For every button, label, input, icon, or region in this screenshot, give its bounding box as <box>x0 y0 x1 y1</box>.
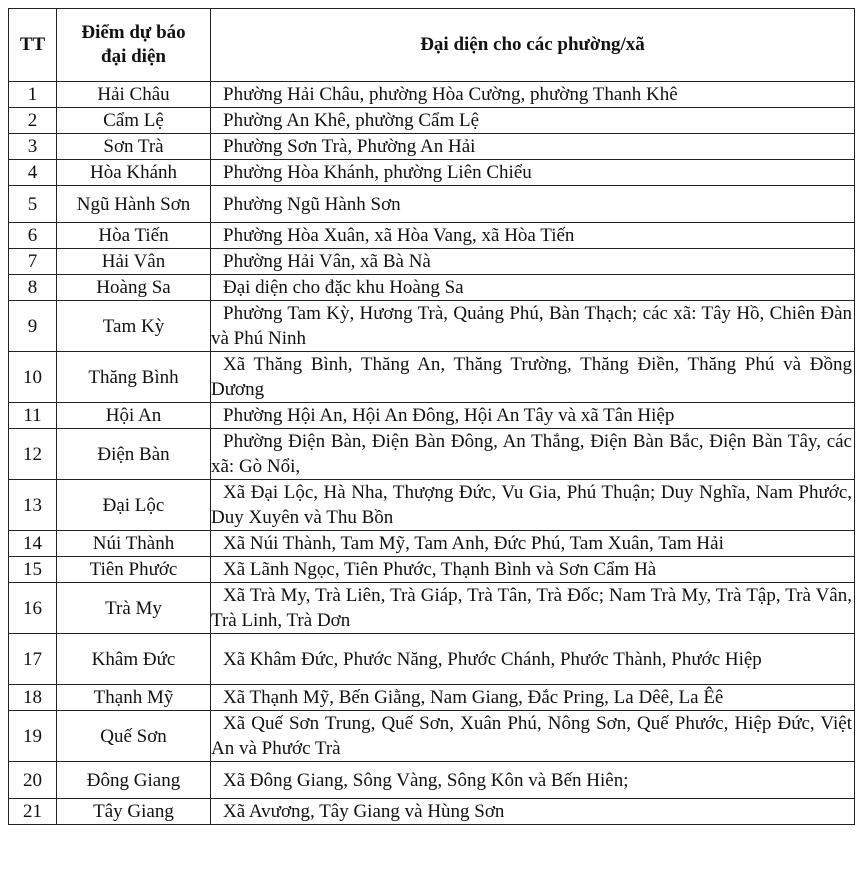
represented-wards: Xã Thạnh Mỹ, Bến Giằng, Nam Giang, Đắc Pring, La Dêê, La Êê <box>211 685 855 711</box>
represented-wards: Phường Hội An, Hội An Đông, Hội An Tây và xã Tân Hiệp <box>211 403 855 429</box>
represented-wards: Phường Ngũ Hành Sơn <box>211 186 855 223</box>
row-number: 21 <box>9 799 57 825</box>
table-row <box>9 557 855 583</box>
represented-wards: Xã Núi Thành, Tam Mỹ, Tam Anh, Đức Phú, Tam Xuân, Tam Hải <box>211 531 855 557</box>
represented-wards: Xã Lãnh Ngọc, Tiên Phước, Thạnh Bình và Sơn Cẩm Hà <box>211 557 855 583</box>
table-row <box>9 301 855 352</box>
represented-wards: Phường Hòa Khánh, phường Liên Chiểu <box>211 160 855 186</box>
table-row <box>9 134 855 160</box>
forecast-point: Tam Kỳ <box>57 301 211 352</box>
represented-wards: Xã Quế Sơn Trung, Quế Sơn, Xuân Phú, Nông Sơn, Quế Phước, Hiệp Đức, Việt An và Phước Trà <box>211 711 855 762</box>
row-number: 3 <box>9 134 57 160</box>
represented-wards: Phường Hải Châu, phường Hòa Cường, phường Thanh Khê <box>211 82 855 108</box>
forecast-point: Tiên Phước <box>57 557 211 583</box>
represented-wards: Phường Hòa Xuân, xã Hòa Vang, xã Hòa Tiến <box>211 223 855 249</box>
forecast-point: Trà My <box>57 583 211 634</box>
row-number: 17 <box>9 634 57 685</box>
forecast-point: Tây Giang <box>57 799 211 825</box>
table-row <box>9 429 855 480</box>
represented-wards: Phường Tam Kỳ, Hương Trà, Quảng Phú, Bàn Thạch; các xã: Tây Hồ, Chiên Đàn và Phú Ninh <box>211 301 855 352</box>
forecast-point: Hòa Khánh <box>57 160 211 186</box>
forecast-point: Ngũ Hành Sơn <box>57 186 211 223</box>
row-number: 12 <box>9 429 57 480</box>
table-row <box>9 160 855 186</box>
table-row <box>9 583 855 634</box>
forecast-point: Đại Lộc <box>57 480 211 531</box>
row-number: 7 <box>9 249 57 275</box>
header-row <box>9 9 855 82</box>
table-row <box>9 634 855 685</box>
forecast-point: Cẩm Lệ <box>57 108 211 134</box>
table-row <box>9 762 855 799</box>
represented-wards: Đại diện cho đặc khu Hoàng Sa <box>211 275 855 301</box>
row-number: 19 <box>9 711 57 762</box>
table-row <box>9 531 855 557</box>
table-row <box>9 352 855 403</box>
header-tt: TT <box>9 9 57 82</box>
row-number: 2 <box>9 108 57 134</box>
row-number: 13 <box>9 480 57 531</box>
row-number: 18 <box>9 685 57 711</box>
forecast-point: Hải Châu <box>57 82 211 108</box>
represented-wards: Xã Thăng Bình, Thăng An, Thăng Trường, Thăng Điền, Thăng Phú và Đồng Dương <box>211 352 855 403</box>
forecast-point: Núi Thành <box>57 531 211 557</box>
represented-wards: Phường Hải Vân, xã Bà Nà <box>211 249 855 275</box>
represented-wards: Phường An Khê, phường Cẩm Lệ <box>211 108 855 134</box>
table-row <box>9 223 855 249</box>
table-row <box>9 480 855 531</box>
row-number: 11 <box>9 403 57 429</box>
row-number: 9 <box>9 301 57 352</box>
row-number: 10 <box>9 352 57 403</box>
row-number: 4 <box>9 160 57 186</box>
represented-wards: Xã Avương, Tây Giang và Hùng Sơn <box>211 799 855 825</box>
forecast-point: Thăng Bình <box>57 352 211 403</box>
represented-wards: Phường Sơn Trà, Phường An Hải <box>211 134 855 160</box>
table-row <box>9 799 855 825</box>
forecast-point: Hoàng Sa <box>57 275 211 301</box>
header-forecast-point-line1: Điểm dự báo <box>81 22 186 43</box>
row-number: 1 <box>9 82 57 108</box>
table-row <box>9 275 855 301</box>
represented-wards: Xã Đại Lộc, Hà Nha, Thượng Đức, Vu Gia, Phú Thuận; Duy Nghĩa, Nam Phước, Duy Xuyên và Thu Bồn <box>211 480 855 531</box>
represented-wards: Phường Điện Bàn, Điện Bàn Đông, An Thắng, Điện Bàn Bắc, Điện Bàn Tây, các xã: Gò Nổi, <box>211 429 855 480</box>
forecast-point: Sơn Trà <box>57 134 211 160</box>
table-row <box>9 403 855 429</box>
row-number: 6 <box>9 223 57 249</box>
header-forecast-point <box>57 9 211 82</box>
table-row <box>9 108 855 134</box>
row-number: 8 <box>9 275 57 301</box>
row-number: 20 <box>9 762 57 799</box>
row-number: 15 <box>9 557 57 583</box>
table-row <box>9 186 855 223</box>
forecast-point: Đông Giang <box>57 762 211 799</box>
forecast-points-table <box>8 8 855 825</box>
row-number: 16 <box>9 583 57 634</box>
forecast-points-table-wrapper <box>8 8 855 825</box>
represented-wards: Xã Trà My, Trà Liên, Trà Giáp, Trà Tân, Trà Đốc; Nam Trà My, Trà Tập, Trà Vân, Trà Linh, Trà Dơn <box>211 583 855 634</box>
header-representation: Đại diện cho các phường/xã <box>211 9 855 82</box>
forecast-point: Hội An <box>57 403 211 429</box>
represented-wards: Xã Đông Giang, Sông Vàng, Sông Kôn và Bến Hiên; <box>211 762 855 799</box>
table-body <box>9 82 855 825</box>
table-row <box>9 249 855 275</box>
table-row <box>9 711 855 762</box>
row-number: 5 <box>9 186 57 223</box>
forecast-point: Khâm Đức <box>57 634 211 685</box>
forecast-point: Hòa Tiến <box>57 223 211 249</box>
forecast-point: Thạnh Mỹ <box>57 685 211 711</box>
header-forecast-point-line2: đại diện <box>101 46 166 67</box>
row-number: 14 <box>9 531 57 557</box>
forecast-point: Hải Vân <box>57 249 211 275</box>
forecast-point: Quế Sơn <box>57 711 211 762</box>
table-header <box>9 9 855 82</box>
represented-wards: Xã Khâm Đức, Phước Năng, Phước Chánh, Phước Thành, Phước Hiệp <box>211 634 855 685</box>
forecast-point: Điện Bàn <box>57 429 211 480</box>
table-row <box>9 685 855 711</box>
table-row <box>9 82 855 108</box>
